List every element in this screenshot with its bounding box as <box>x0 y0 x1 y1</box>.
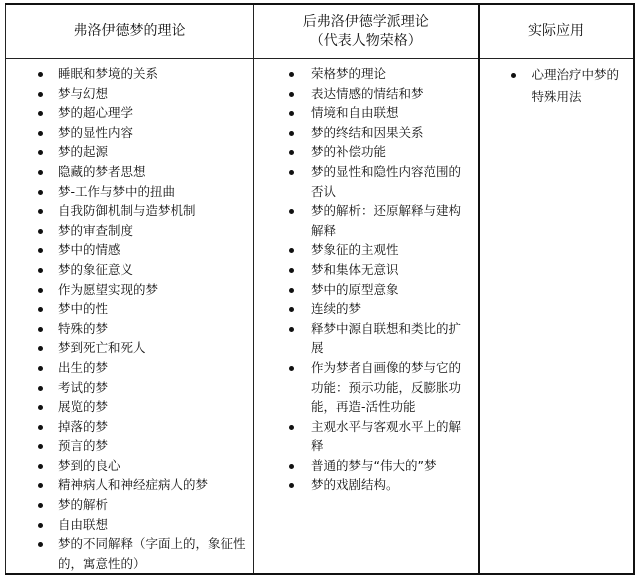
list-item: 梦的解析：还原解释与建构解释 <box>254 201 472 240</box>
list-item: 梦到死亡和死人 <box>6 338 247 358</box>
list-item: 连续的梦 <box>254 299 472 319</box>
list-item: 梦中的情感 <box>6 240 247 260</box>
list-item: 作为愿望实现的梦 <box>6 280 247 300</box>
list-item: 梦的戏剧结构。 <box>254 475 472 495</box>
header-application-label: 实际应用 <box>528 23 584 39</box>
list-item: 主观水平与客观水平上的解释 <box>254 417 472 456</box>
list-item: 梦的起源 <box>6 142 247 162</box>
list-item: 梦的显性和隐性内容范围的否认 <box>254 162 472 201</box>
list-item: 考试的梦 <box>6 378 247 398</box>
list-item: 梦的终结和因果关系 <box>254 123 472 143</box>
list-item: 心理治疗中梦的特殊用法 <box>480 64 627 108</box>
list-item: 梦的显性内容 <box>6 123 247 143</box>
list-item: 梦的超心理学 <box>6 103 247 123</box>
list-item: 梦的补偿功能 <box>254 142 472 162</box>
list-item: 特殊的梦 <box>6 319 247 339</box>
list-item: 梦象征的主观性 <box>254 240 472 260</box>
post-freud-theory-cell <box>254 59 479 575</box>
list-item: 梦与幻想 <box>6 84 247 104</box>
list-item: 表达情感的情结和梦 <box>254 84 472 104</box>
list-item: 情境和自由联想 <box>254 103 472 123</box>
application-cell <box>479 59 634 575</box>
header-application <box>479 4 634 59</box>
list-item: 梦-工作与梦中的扭曲 <box>6 182 247 202</box>
list-item: 梦的解析 <box>6 495 247 515</box>
list-item: 梦的审查制度 <box>6 221 247 241</box>
list-item: 自由联想 <box>6 515 247 535</box>
list-item: 梦的不同解释（字面上的，象征性的，寓意性的） <box>6 534 247 573</box>
post-freud-theory-list <box>254 59 478 495</box>
list-item: 自我防御机制与造梦机制 <box>6 201 247 221</box>
list-item: 展览的梦 <box>6 397 247 417</box>
list-item: 梦到的良心 <box>6 456 247 476</box>
list-item: 作为梦者自画像的梦与它的功能：预示功能，反膨胀功能，再造-活性功能 <box>254 358 472 417</box>
freud-theory-list <box>6 59 253 573</box>
application-list <box>480 59 633 108</box>
list-item: 释梦中源自联想和类比的扩展 <box>254 319 472 358</box>
list-item: 普通的梦与“伟大的”梦 <box>254 456 472 476</box>
list-item: 梦中的原型意象 <box>254 280 472 300</box>
list-item: 预言的梦 <box>6 436 247 456</box>
list-item: 梦的象征意义 <box>6 260 247 280</box>
list-item: 掉落的梦 <box>6 417 247 437</box>
header-post-freud-sublabel: （代表人物荣格） <box>309 32 422 49</box>
dream-theory-table <box>5 3 635 575</box>
list-item: 精神病人和神经症病人的梦 <box>6 475 247 495</box>
freud-theory-cell <box>6 59 254 575</box>
list-item: 隐藏的梦者思想 <box>6 162 247 182</box>
header-post-freud-theory <box>254 4 479 59</box>
list-item: 出生的梦 <box>6 358 247 378</box>
list-item: 梦和集体无意识 <box>254 260 472 280</box>
list-item: 荣格梦的理论 <box>254 64 472 84</box>
header-freud-label: 弗洛伊德梦的理论 <box>73 23 186 39</box>
header-freud-theory <box>6 4 254 59</box>
header-post-freud-label: 后弗洛伊德学派理论 <box>302 13 429 30</box>
list-item: 睡眠和梦境的关系 <box>6 64 247 84</box>
list-item: 梦中的性 <box>6 299 247 319</box>
